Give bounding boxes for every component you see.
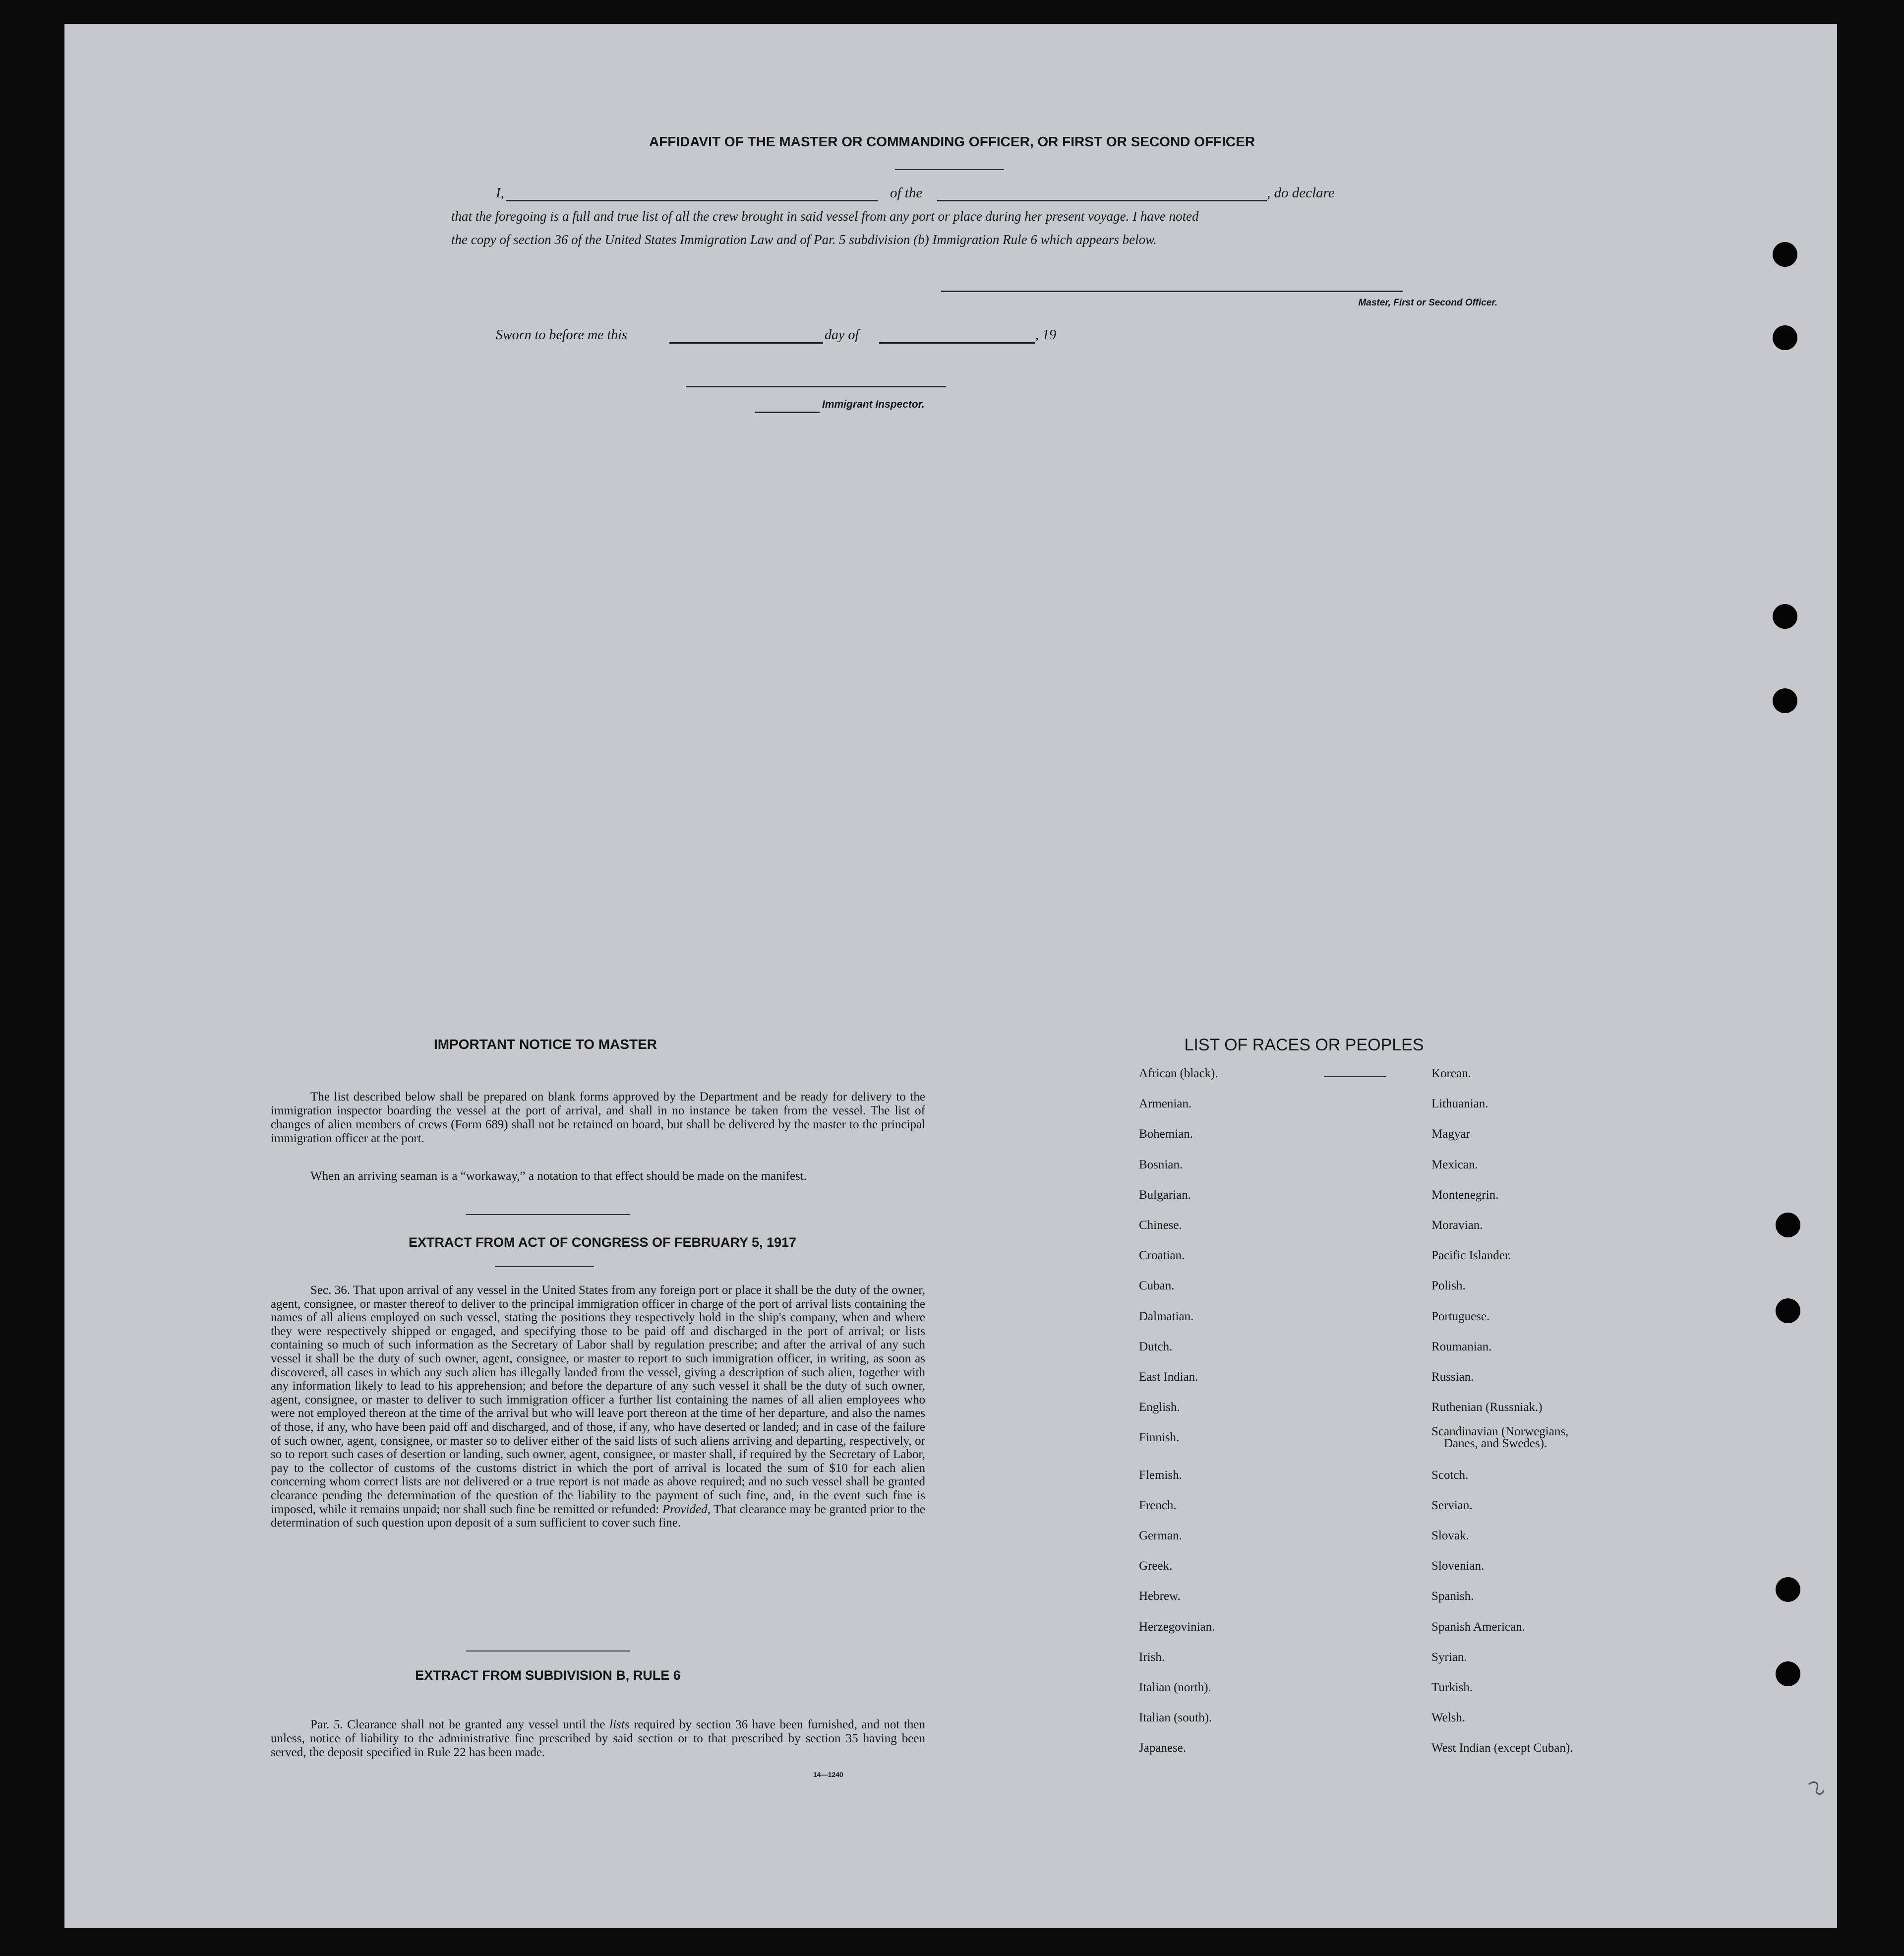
act-extract-title: EXTRACT FROM ACT OF CONGRESS OF FEBRUARY 5, 1917 bbox=[408, 1235, 797, 1250]
affidavit-title: AFFIDAVIT OF THE MASTER OR COMMANDING OFFICER, OR FIRST OR SECOND OFFICER bbox=[649, 134, 1255, 149]
race-item-scandinavian-norwegians-danes-and-swedes: Scandinavian (Norwegians, Danes, and Swedes). bbox=[1431, 1425, 1569, 1451]
rule-6-text-a: Par. 5. Clearance shall not be granted any vessel until the bbox=[310, 1718, 605, 1731]
race-item-french: French. bbox=[1139, 1498, 1177, 1512]
race-item-portuguese: Portuguese. bbox=[1431, 1309, 1490, 1323]
sworn-month-blank bbox=[879, 342, 1035, 344]
race-item-slovenian: Slovenian. bbox=[1431, 1559, 1485, 1573]
race-item-japanese: Japanese. bbox=[1139, 1741, 1187, 1755]
proviso-word: Provided, bbox=[662, 1502, 711, 1516]
pencil-mark bbox=[1805, 1779, 1830, 1804]
inspector-short-line bbox=[755, 412, 820, 413]
section-36-body: That upon arrival of any vessel in the United States from any foreign port or place it shall be the duty of the owner, agent, consignee, or master thereof to deliver to the principal immigration officer in charge of the port of arrival lists containing the names of all aliens employed on such vessel, stating the positions they respectively hold in the ship's company, when and where they were respectively shipped or engaged, and specifying those to be paid off and discharged in the port of arrival; or lists containing so much of such information as the Secretary of Labor shall by regulation prescribe; and after the arrival of any such vessel it shall be the duty of such owner, agent, consignee, or master to report to such immigration officer, in writing, as soon as discovered, all cases in which any such alien has illegally landed from the vessel, giving a description of such alien, together with any information likely to lead to his apprehension; and before the departure of any such vessel it shall be the duty of such owner, agent, consignee, or master to deliver to such immigration officer a further list containing the names of all alien employees who were not employed thereon at the time of the arrival but who will leave port thereon at the time of her departure, and also the names of those, if any, who have been paid off and discharged, and of those, if any, who have deserted or landed; and in case of the failure of such owner, agent, consignee, or master so to deliver either of the said lists of such aliens arriving and departing, respectively, or so to report such cases of desertion or landing, such owner, agent, consignee, or master shall, if required by the Secretary of Labor, pay to the collector of customs of the customs district in which the port of arrival is located the sum of $10 for each alien concerning whom correct lists are not delivered or a true report is not made as above required; and no such vessel shall be granted clearance pending the determination of the question of the liability to the payment of such fine, and, in the event such fine is imposed, while it remains unpaid; nor shall such fine be remitted or refunded: bbox=[271, 1284, 926, 1516]
race-item-italian-north: Italian (north). bbox=[1139, 1681, 1211, 1694]
race-item-slovak: Slovak. bbox=[1431, 1529, 1469, 1542]
section-36-label: Sec. 36. bbox=[310, 1284, 351, 1297]
race-item-flemish: Flemish. bbox=[1139, 1468, 1182, 1482]
vessel-blank bbox=[937, 200, 1267, 201]
race-item-bosnian: Bosnian. bbox=[1139, 1158, 1183, 1171]
race-item-bohemian: Bohemian. bbox=[1139, 1127, 1193, 1141]
race-item-irish: Irish. bbox=[1139, 1650, 1165, 1664]
race-item-welsh: Welsh. bbox=[1431, 1711, 1466, 1725]
affidavit-line3: the copy of section 36 of the United States Immigration Law and of Par. 5 subdivision (b) Immigration Rule 6 which appears below. bbox=[451, 232, 1157, 247]
race-item-moravian: Moravian. bbox=[1431, 1219, 1483, 1232]
signature-line bbox=[941, 291, 1403, 292]
divider bbox=[466, 1650, 630, 1651]
section-36-body-end: That clearance may be granted prior to the determination of such question upon deposit of a sum sufficient to cover such fine. bbox=[271, 1502, 926, 1530]
race-item-german: German. bbox=[1139, 1529, 1182, 1542]
race-item-lithuanian: Lithuanian. bbox=[1431, 1097, 1488, 1111]
affidavit-of-the-label: of the bbox=[890, 185, 923, 201]
notice-paragraph-1: The list described below shall be prepared on blank forms approved by the Department and be ready for delivery to the immigration inspector boarding the vessel at the port of arrival, and shall in no instance be taken from the vessel. The list of changes of alien members of crews (Form 689) shall not be retained on board, but shall be delivered by the master to the principal immigration officer at the port. bbox=[271, 1090, 925, 1145]
punch-hole bbox=[1773, 688, 1797, 713]
notice-title: IMPORTANT NOTICE TO MASTER bbox=[433, 1037, 657, 1052]
rule-extract-title: EXTRACT FROM SUBDIVISION B, RULE 6 bbox=[415, 1668, 681, 1683]
race-item-montenegrin: Montenegrin. bbox=[1431, 1188, 1499, 1202]
inspector-signature-line bbox=[686, 386, 946, 387]
divider bbox=[1324, 1076, 1386, 1077]
race-item-cuban: Cuban. bbox=[1139, 1279, 1175, 1293]
sworn-day-of-label: day of bbox=[825, 327, 859, 343]
race-item-magyar: Magyar bbox=[1431, 1127, 1470, 1141]
affidavit-line1 bbox=[496, 185, 1497, 203]
race-item-servian: Servian. bbox=[1431, 1498, 1473, 1512]
race-item-east-indian: East Indian. bbox=[1139, 1370, 1198, 1384]
race-item-korean: Korean. bbox=[1431, 1067, 1471, 1080]
race-item-dutch: Dutch. bbox=[1139, 1340, 1173, 1353]
race-item-pacific-islander: Pacific Islander. bbox=[1431, 1249, 1512, 1263]
divider bbox=[495, 1266, 594, 1267]
punch-hole bbox=[1776, 1213, 1800, 1237]
rule-6-text bbox=[271, 1718, 925, 1760]
section-36-text bbox=[271, 1284, 925, 1530]
race-item-herzegovinian: Herzegovinian. bbox=[1139, 1620, 1215, 1634]
race-item-finnish: Finnish. bbox=[1139, 1431, 1180, 1445]
race-item-armenian: Armenian. bbox=[1139, 1097, 1192, 1111]
race-item-west-indian-except-cuban: West Indian (except Cuban). bbox=[1431, 1741, 1573, 1755]
sworn-year-label: , 19 bbox=[1035, 327, 1056, 343]
race-item-mexican: Mexican. bbox=[1431, 1158, 1478, 1171]
sworn-line bbox=[496, 327, 1140, 345]
race-item-spanish: Spanish. bbox=[1431, 1589, 1474, 1603]
race-item-roumanian: Roumanian. bbox=[1431, 1340, 1492, 1353]
race-item-bulgarian: Bulgarian. bbox=[1139, 1188, 1191, 1202]
document-page bbox=[64, 24, 1837, 1928]
punch-hole bbox=[1776, 1298, 1800, 1323]
affidavit-line2: that the foregoing is a full and true list of all the crew brought in said vessel from any port or place during her present voyage. I have noted bbox=[451, 209, 1199, 224]
divider bbox=[895, 169, 1004, 170]
race-item-turkish: Turkish. bbox=[1431, 1681, 1473, 1694]
race-item-scotch: Scotch. bbox=[1431, 1468, 1469, 1482]
race-item-croatian: Croatian. bbox=[1139, 1249, 1185, 1263]
signature-label: Master, First or Second Officer. bbox=[1358, 298, 1497, 308]
punch-hole bbox=[1773, 242, 1797, 267]
race-item-african-black: African (black). bbox=[1139, 1067, 1218, 1080]
sworn-day-blank bbox=[669, 342, 823, 344]
name-blank bbox=[506, 200, 878, 201]
notice-paragraph-2: When an arriving seaman is a “workaway,” a notation to that effect should be made on the manifest. bbox=[310, 1169, 807, 1183]
form-number: 14—1240 bbox=[813, 1771, 843, 1778]
divider bbox=[466, 1214, 630, 1215]
punch-hole bbox=[1776, 1661, 1800, 1686]
race-item-russian: Russian. bbox=[1431, 1370, 1474, 1384]
sworn-prefix: Sworn to before me this bbox=[496, 327, 627, 343]
race-item-greek: Greek. bbox=[1139, 1559, 1173, 1573]
race-item-ruthenian-russniak: Ruthenian (Russniak.) bbox=[1431, 1401, 1543, 1414]
rule-6-text-b: required by section 36 have been furnished, and not then unless, notice of liability to the administrative fine prescribed by said section or to that prescribed by section 35 having been served, the deposit specified in Rule 22 has been made. bbox=[271, 1718, 926, 1759]
punch-hole bbox=[1773, 604, 1797, 629]
race-item-dalmatian: Dalmatian. bbox=[1139, 1309, 1194, 1323]
affidavit-i-label: I, bbox=[496, 185, 504, 201]
race-item-polish: Polish. bbox=[1431, 1279, 1466, 1293]
punch-hole bbox=[1773, 325, 1797, 350]
race-item-spanish-american: Spanish American. bbox=[1431, 1620, 1525, 1634]
affidavit-declare-label: , do declare bbox=[1267, 185, 1335, 201]
inspector-label: Immigrant Inspector. bbox=[822, 399, 925, 410]
rule-6-lists-word: lists bbox=[609, 1718, 630, 1731]
race-item-chinese: Chinese. bbox=[1139, 1219, 1182, 1232]
races-title: LIST OF RACES OR PEOPLES bbox=[1184, 1036, 1424, 1054]
race-item-hebrew: Hebrew. bbox=[1139, 1589, 1181, 1603]
race-item-syrian: Syrian. bbox=[1431, 1650, 1467, 1664]
punch-hole bbox=[1776, 1577, 1800, 1602]
race-item-english: English. bbox=[1139, 1401, 1180, 1414]
race-item-italian-south: Italian (south). bbox=[1139, 1711, 1212, 1725]
